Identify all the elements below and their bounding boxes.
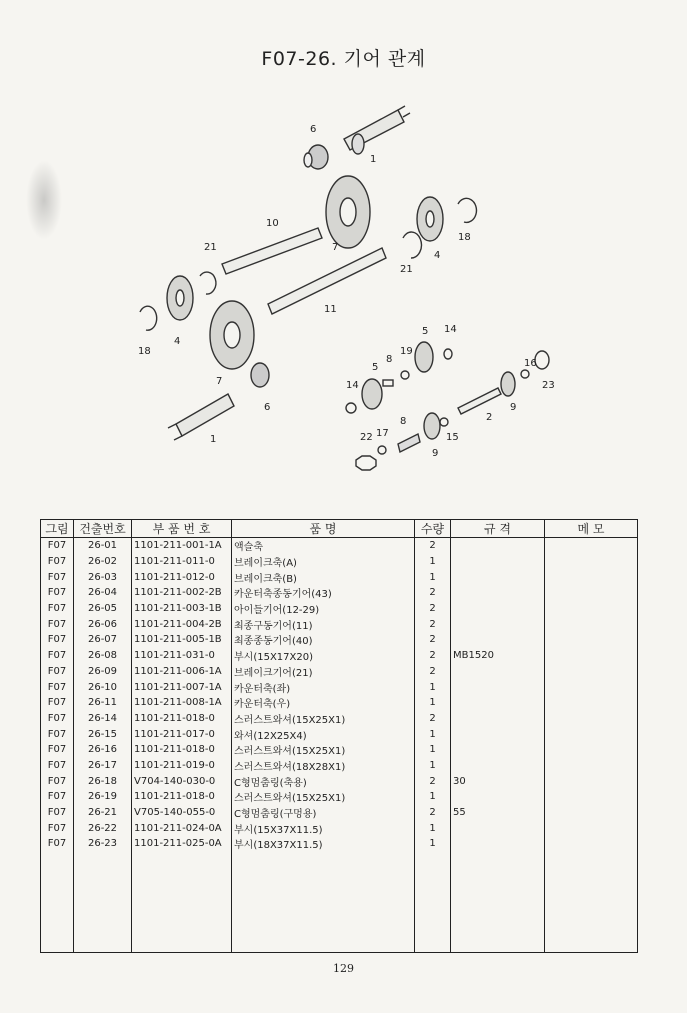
svg-text:14: 14 [444, 324, 457, 335]
cell-memo [545, 616, 638, 632]
cell-figure: F07 [41, 820, 74, 836]
svg-text:21: 21 [400, 264, 413, 275]
cell-qty: 2 [415, 601, 451, 617]
cell-part-name: 부시(18X37X11.5) [232, 836, 415, 852]
empty-cell [41, 852, 74, 953]
cell-part-name: 브레이크축(A) [232, 554, 415, 570]
cell-spec [451, 616, 545, 632]
table-row [41, 789, 638, 805]
cell-ref-no: 26-04 [74, 585, 132, 601]
svg-text:11: 11 [324, 304, 337, 315]
header-part-name: 품 명 [232, 520, 415, 538]
table-row [41, 711, 638, 727]
svg-text:14: 14 [346, 380, 359, 391]
empty-cell [451, 852, 545, 953]
cell-qty: 1 [415, 820, 451, 836]
cell-qty: 1 [415, 836, 451, 852]
cell-ref-no: 26-21 [74, 805, 132, 821]
cell-ref-no: 26-19 [74, 789, 132, 805]
header-memo: 메 모 [545, 520, 638, 538]
cell-memo [545, 679, 638, 695]
cell-figure: F07 [41, 601, 74, 617]
cell-part-name: 브레이크축(B) [232, 569, 415, 585]
cell-figure: F07 [41, 679, 74, 695]
table-row [41, 805, 638, 821]
cell-figure: F07 [41, 585, 74, 601]
cell-part-no: 1101-211-002-2B [132, 585, 232, 601]
cell-figure: F07 [41, 616, 74, 632]
cell-qty: 2 [415, 585, 451, 601]
cell-part-name: C형멈춤링(구멍용) [232, 805, 415, 821]
cell-figure: F07 [41, 648, 74, 664]
svg-text:16: 16 [524, 358, 537, 369]
cell-part-no: 1101-211-001-1A [132, 538, 232, 554]
cell-part-no: 1101-211-017-0 [132, 726, 232, 742]
cell-spec: 55 [451, 805, 545, 821]
header-figure: 그림 [41, 520, 74, 538]
cell-part-name: 스러스트와셔(18X28X1) [232, 758, 415, 774]
cell-part-name: 카운터축(좌) [232, 679, 415, 695]
cell-part-no: 1101-211-025-0A [132, 836, 232, 852]
cell-figure: F07 [41, 726, 74, 742]
cell-part-no: 1101-211-005-1B [132, 632, 232, 648]
header-part-no: 부 품 번 호 [132, 520, 232, 538]
cell-ref-no: 26-03 [74, 569, 132, 585]
svg-text:5: 5 [422, 326, 429, 337]
cell-memo [545, 758, 638, 774]
cell-part-no: V705-140-055-0 [132, 805, 232, 821]
cell-part-name: C형멈춤링(축용) [232, 773, 415, 789]
cell-memo [545, 664, 638, 680]
header-ref-no: 건출번호 [74, 520, 132, 538]
cell-part-name: 카운터축종동기어(43) [232, 585, 415, 601]
table-row [41, 585, 638, 601]
svg-text:23: 23 [542, 380, 555, 391]
cell-memo [545, 820, 638, 836]
cell-ref-no: 26-11 [74, 695, 132, 711]
cell-ref-no: 26-07 [74, 632, 132, 648]
cell-memo [545, 695, 638, 711]
svg-text:8: 8 [400, 416, 407, 427]
cell-figure: F07 [41, 554, 74, 570]
cell-qty: 1 [415, 789, 451, 805]
table-row [41, 664, 638, 680]
cell-figure: F07 [41, 742, 74, 758]
cell-ref-no: 26-01 [74, 538, 132, 554]
table-row [41, 679, 638, 695]
cell-memo [545, 585, 638, 601]
cell-part-no: V704-140-030-0 [132, 773, 232, 789]
cell-part-no: 1101-211-019-0 [132, 758, 232, 774]
table-row [41, 726, 638, 742]
cell-qty: 2 [415, 711, 451, 727]
cell-qty: 1 [415, 554, 451, 570]
svg-text:4: 4 [434, 250, 441, 261]
cell-part-no: 1101-211-024-0A [132, 820, 232, 836]
table-row [41, 569, 638, 585]
cell-spec [451, 569, 545, 585]
cell-spec [451, 554, 545, 570]
exploded-parts-diagram [120, 92, 560, 482]
cell-part-name: 와셔(12X25X4) [232, 726, 415, 742]
cell-memo [545, 569, 638, 585]
table-row [41, 742, 638, 758]
cell-ref-no: 26-14 [74, 711, 132, 727]
cell-part-name: 아이들기어(12-29) [232, 601, 415, 617]
cell-spec [451, 726, 545, 742]
cell-figure: F07 [41, 836, 74, 852]
header-spec: 규 격 [451, 520, 545, 538]
cell-qty: 2 [415, 632, 451, 648]
cell-part-no: 1101-211-018-0 [132, 789, 232, 805]
cell-figure: F07 [41, 695, 74, 711]
svg-text:15: 15 [446, 432, 459, 443]
cell-qty: 1 [415, 758, 451, 774]
scan-smudge [26, 160, 62, 240]
cell-qty: 1 [415, 726, 451, 742]
svg-text:22: 22 [360, 432, 373, 443]
cell-figure: F07 [41, 538, 74, 554]
cell-part-no: 1101-211-031-0 [132, 648, 232, 664]
svg-text:21: 21 [204, 242, 217, 253]
cell-part-no: 1101-211-018-0 [132, 711, 232, 727]
cell-spec [451, 664, 545, 680]
svg-text:10: 10 [266, 218, 279, 229]
cell-spec [451, 836, 545, 852]
cell-part-no: 1101-211-006-1A [132, 664, 232, 680]
table-header-row [41, 520, 638, 538]
cell-memo [545, 648, 638, 664]
empty-cell [545, 852, 638, 953]
parts-table-body [41, 538, 638, 953]
cell-spec: MB1520 [451, 648, 545, 664]
table-row [41, 836, 638, 852]
cell-memo [545, 632, 638, 648]
svg-text:9: 9 [432, 448, 439, 459]
cell-memo [545, 836, 638, 852]
cell-qty: 1 [415, 569, 451, 585]
cell-spec [451, 742, 545, 758]
svg-text:18: 18 [458, 232, 471, 243]
cell-ref-no: 26-17 [74, 758, 132, 774]
svg-text:7: 7 [216, 376, 223, 387]
header-qty: 수량 [415, 520, 451, 538]
cell-figure: F07 [41, 632, 74, 648]
cell-part-no: 1101-211-008-1A [132, 695, 232, 711]
cell-part-no: 1101-211-004-2B [132, 616, 232, 632]
cell-figure: F07 [41, 664, 74, 680]
cell-figure: F07 [41, 758, 74, 774]
cell-spec [451, 679, 545, 695]
cell-figure: F07 [41, 805, 74, 821]
cell-part-name: 스러스트와셔(15X25X1) [232, 789, 415, 805]
cell-part-name: 스러스트와셔(15X25X1) [232, 742, 415, 758]
cell-spec [451, 601, 545, 617]
cell-qty: 2 [415, 616, 451, 632]
cell-qty: 1 [415, 742, 451, 758]
cell-spec [451, 820, 545, 836]
page-number: 129 [333, 962, 354, 975]
cell-spec [451, 711, 545, 727]
cell-memo [545, 742, 638, 758]
cell-qty: 2 [415, 648, 451, 664]
cell-spec [451, 758, 545, 774]
cell-ref-no: 26-06 [74, 616, 132, 632]
table-row [41, 695, 638, 711]
cell-qty: 1 [415, 695, 451, 711]
cell-figure: F07 [41, 789, 74, 805]
svg-text:18: 18 [138, 346, 151, 357]
cell-figure: F07 [41, 569, 74, 585]
cell-memo [545, 726, 638, 742]
table-row [41, 648, 638, 664]
cell-ref-no: 26-18 [74, 773, 132, 789]
table-row [41, 820, 638, 836]
svg-text:6: 6 [264, 402, 271, 413]
cell-ref-no: 26-23 [74, 836, 132, 852]
table-row [41, 632, 638, 648]
cell-qty: 2 [415, 664, 451, 680]
svg-text:1: 1 [370, 154, 377, 165]
cell-ref-no: 26-05 [74, 601, 132, 617]
cell-part-name: 액슬축 [232, 538, 415, 554]
cell-part-name: 브레이크기어(21) [232, 664, 415, 680]
cell-memo [545, 711, 638, 727]
cell-ref-no: 26-16 [74, 742, 132, 758]
cell-spec [451, 695, 545, 711]
cell-part-name: 부시(15X37X11.5) [232, 820, 415, 836]
table-filler-row [41, 852, 638, 953]
cell-ref-no: 26-02 [74, 554, 132, 570]
cell-ref-no: 26-22 [74, 820, 132, 836]
svg-text:4: 4 [174, 336, 181, 347]
cell-spec [451, 538, 545, 554]
cell-memo [545, 773, 638, 789]
svg-text:5: 5 [372, 362, 379, 373]
cell-part-name: 카운터축(우) [232, 695, 415, 711]
cell-part-no: 1101-211-018-0 [132, 742, 232, 758]
table-row [41, 758, 638, 774]
cell-part-no: 1101-211-003-1B [132, 601, 232, 617]
svg-text:17: 17 [376, 428, 389, 439]
page-title: F07-26. 기어 관계 [261, 48, 426, 70]
svg-text:2: 2 [486, 412, 493, 423]
empty-cell [132, 852, 232, 953]
cell-memo [545, 554, 638, 570]
table-row [41, 554, 638, 570]
cell-ref-no: 26-15 [74, 726, 132, 742]
cell-memo [545, 601, 638, 617]
cell-ref-no: 26-09 [74, 664, 132, 680]
svg-text:6: 6 [310, 124, 317, 135]
table-row [41, 616, 638, 632]
cell-ref-no: 26-10 [74, 679, 132, 695]
table-row [41, 538, 638, 554]
cell-part-no: 1101-211-007-1A [132, 679, 232, 695]
svg-text:1: 1 [210, 434, 217, 445]
cell-memo [545, 538, 638, 554]
table-row [41, 773, 638, 789]
svg-text:8: 8 [386, 354, 393, 365]
svg-text:19: 19 [400, 346, 413, 357]
cell-qty: 2 [415, 773, 451, 789]
empty-cell [415, 852, 451, 953]
cell-figure: F07 [41, 773, 74, 789]
parts-table [40, 519, 638, 953]
cell-spec: 30 [451, 773, 545, 789]
empty-cell [74, 852, 132, 953]
cell-part-no: 1101-211-011-0 [132, 554, 232, 570]
svg-text:9: 9 [510, 402, 517, 413]
table-row [41, 601, 638, 617]
cell-memo [545, 805, 638, 821]
cell-part-name: 최종종동기어(40) [232, 632, 415, 648]
svg-text:7: 7 [332, 242, 339, 253]
cell-spec [451, 632, 545, 648]
cell-qty: 2 [415, 805, 451, 821]
cell-part-name: 부시(15X17X20) [232, 648, 415, 664]
cell-spec [451, 585, 545, 601]
cell-memo [545, 789, 638, 805]
cell-qty: 1 [415, 679, 451, 695]
empty-cell [232, 852, 415, 953]
cell-figure: F07 [41, 711, 74, 727]
cell-part-no: 1101-211-012-0 [132, 569, 232, 585]
cell-qty: 2 [415, 538, 451, 554]
cell-ref-no: 26-08 [74, 648, 132, 664]
cell-spec [451, 789, 545, 805]
cell-part-name: 스러스트와셔(15X25X1) [232, 711, 415, 727]
cell-part-name: 최종구동기어(11) [232, 616, 415, 632]
